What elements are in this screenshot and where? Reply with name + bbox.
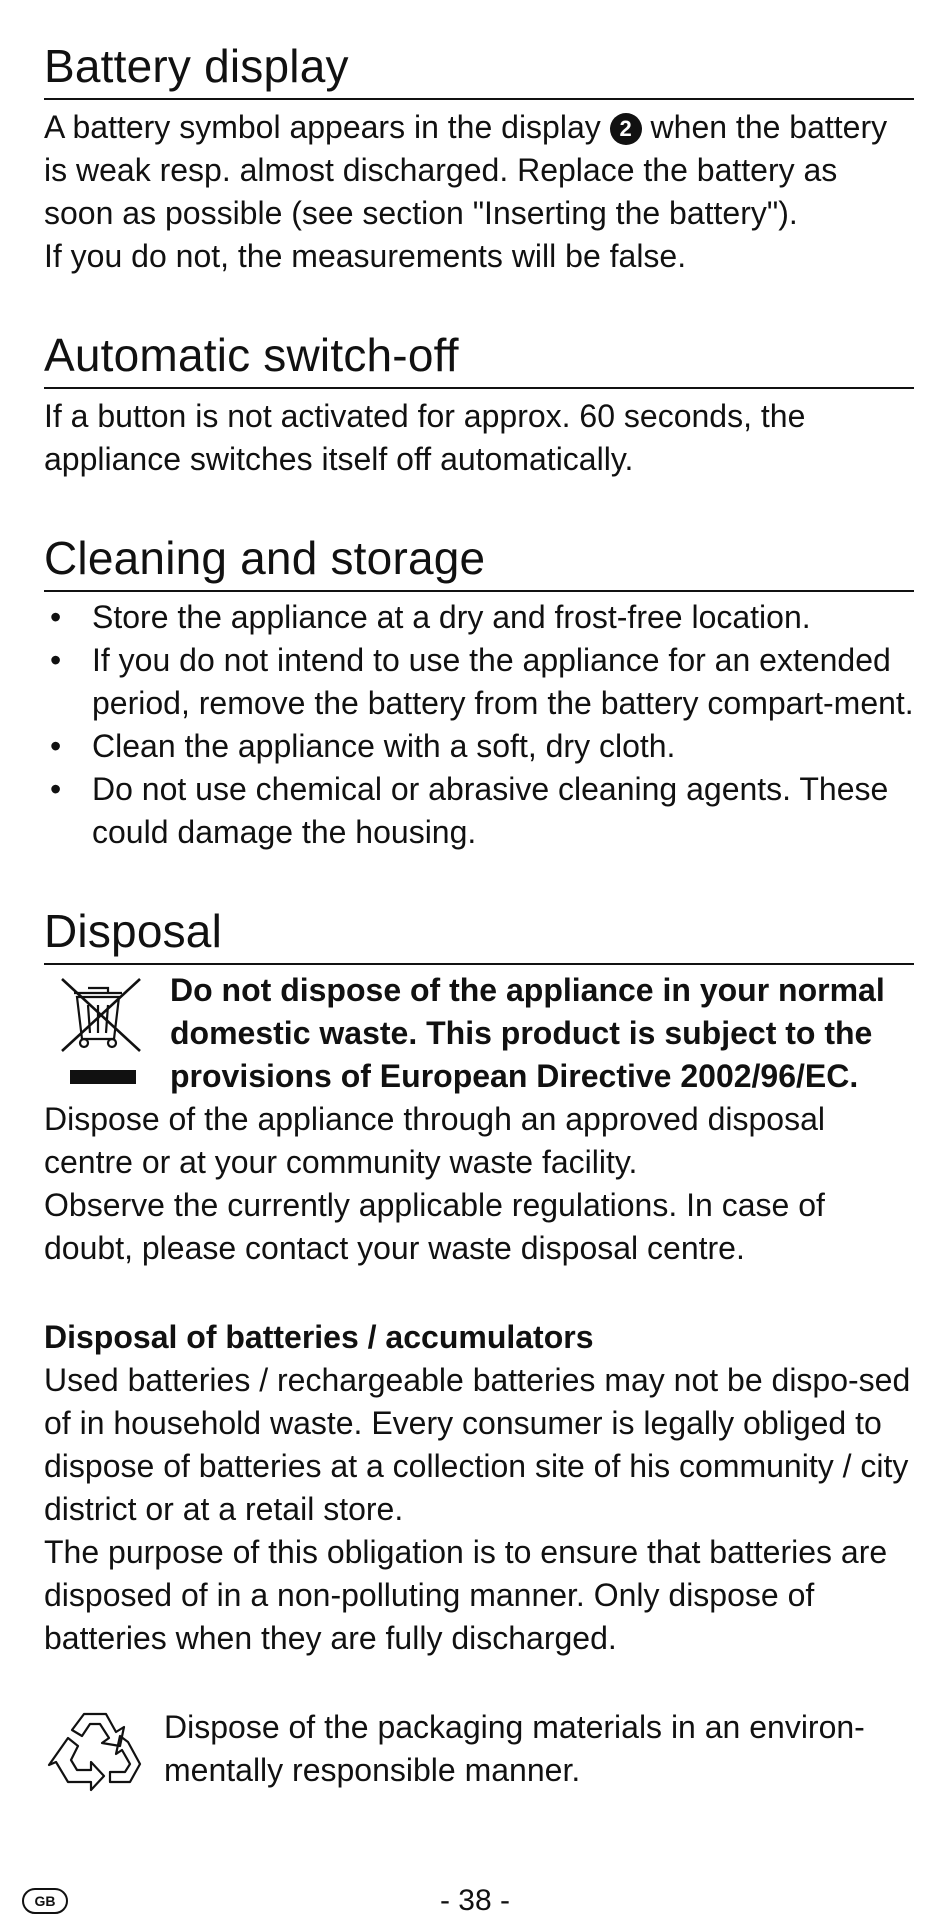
battery-display-warning: If you do not, the measurements will be false.	[44, 238, 687, 274]
batteries-heading: Disposal of batteries / accumulators	[44, 1319, 594, 1355]
list-item: • Clean the appliance with a soft, dry cloth.	[44, 725, 914, 768]
page-number: - 38 -	[439, 1884, 511, 1917]
manual-page	[44, 38, 914, 1807]
batteries-section	[44, 1316, 914, 1660]
disposal-para-2: Observe the currently applicable regulations. In case of doubt, please contact your waste disposal centre.	[44, 1187, 825, 1266]
recycle-icon	[44, 1706, 164, 1807]
batteries-para-1: Used batteries / rechargeable batteries may not be dispo-sed of in household waste. Every consumer is legally obliged to dispose of batteries at a collection site of his community / city district or at a retail store.	[44, 1362, 911, 1527]
packaging-text: Dispose of the packaging materials in an environ-mentally responsible manner.	[164, 1709, 865, 1788]
packaging-section	[44, 1706, 914, 1807]
auto-off-text: If a button is not activated for approx. 60 seconds, the appliance switches itself off automatically.	[44, 398, 806, 477]
list-item: • Store the appliance at a dry and frost-free location.	[44, 596, 914, 639]
disposal-heading: Disposal	[44, 903, 914, 965]
battery-display-heading: Battery display	[44, 38, 914, 100]
auto-off-heading: Automatic switch-off	[44, 327, 914, 389]
disposal-para-1: Dispose of the appliance through an approved disposal centre or at your community waste facility.	[44, 1101, 825, 1180]
cleaning-heading: Cleaning and storage	[44, 530, 914, 592]
country-badge: GB	[22, 1888, 68, 1914]
list-item: • If you do not intend to use the appliance for an extended period, remove the battery from the battery compart-ment.	[44, 639, 914, 725]
disposal-warning	[170, 969, 914, 1098]
crossed-bin-icon	[44, 969, 170, 1084]
batteries-para-2: The purpose of this obligation is to ensure that batteries are disposed of in a non-polluting manner. Only dispose of batteries when they are fully discharged.	[44, 1534, 888, 1656]
cleaning-list	[44, 596, 914, 854]
disposal-section	[44, 903, 914, 1270]
list-item: • Do not use chemical or abrasive cleaning agents. These could damage the housing.	[44, 768, 914, 854]
battery-display-text-end: when the battery is weak resp. almost discharged. Replace the battery as soon as possible (see section "Inserting the battery").	[44, 109, 888, 231]
battery-display-section	[44, 38, 914, 278]
disposal-warning-text: Do not dispose of the appliance in your normal domestic waste. This product is subject to the provisions of European Directive 2002/96/EC.	[170, 972, 885, 1094]
battery-display-text-start: A battery symbol appears in the display	[44, 109, 610, 145]
auto-off-section	[44, 327, 914, 481]
bin-underline-bar	[70, 1070, 136, 1084]
battery-display-text	[44, 106, 914, 235]
page-footer	[0, 1880, 950, 1920]
display-marker-badge: 2	[610, 113, 642, 145]
cleaning-section	[44, 530, 914, 854]
